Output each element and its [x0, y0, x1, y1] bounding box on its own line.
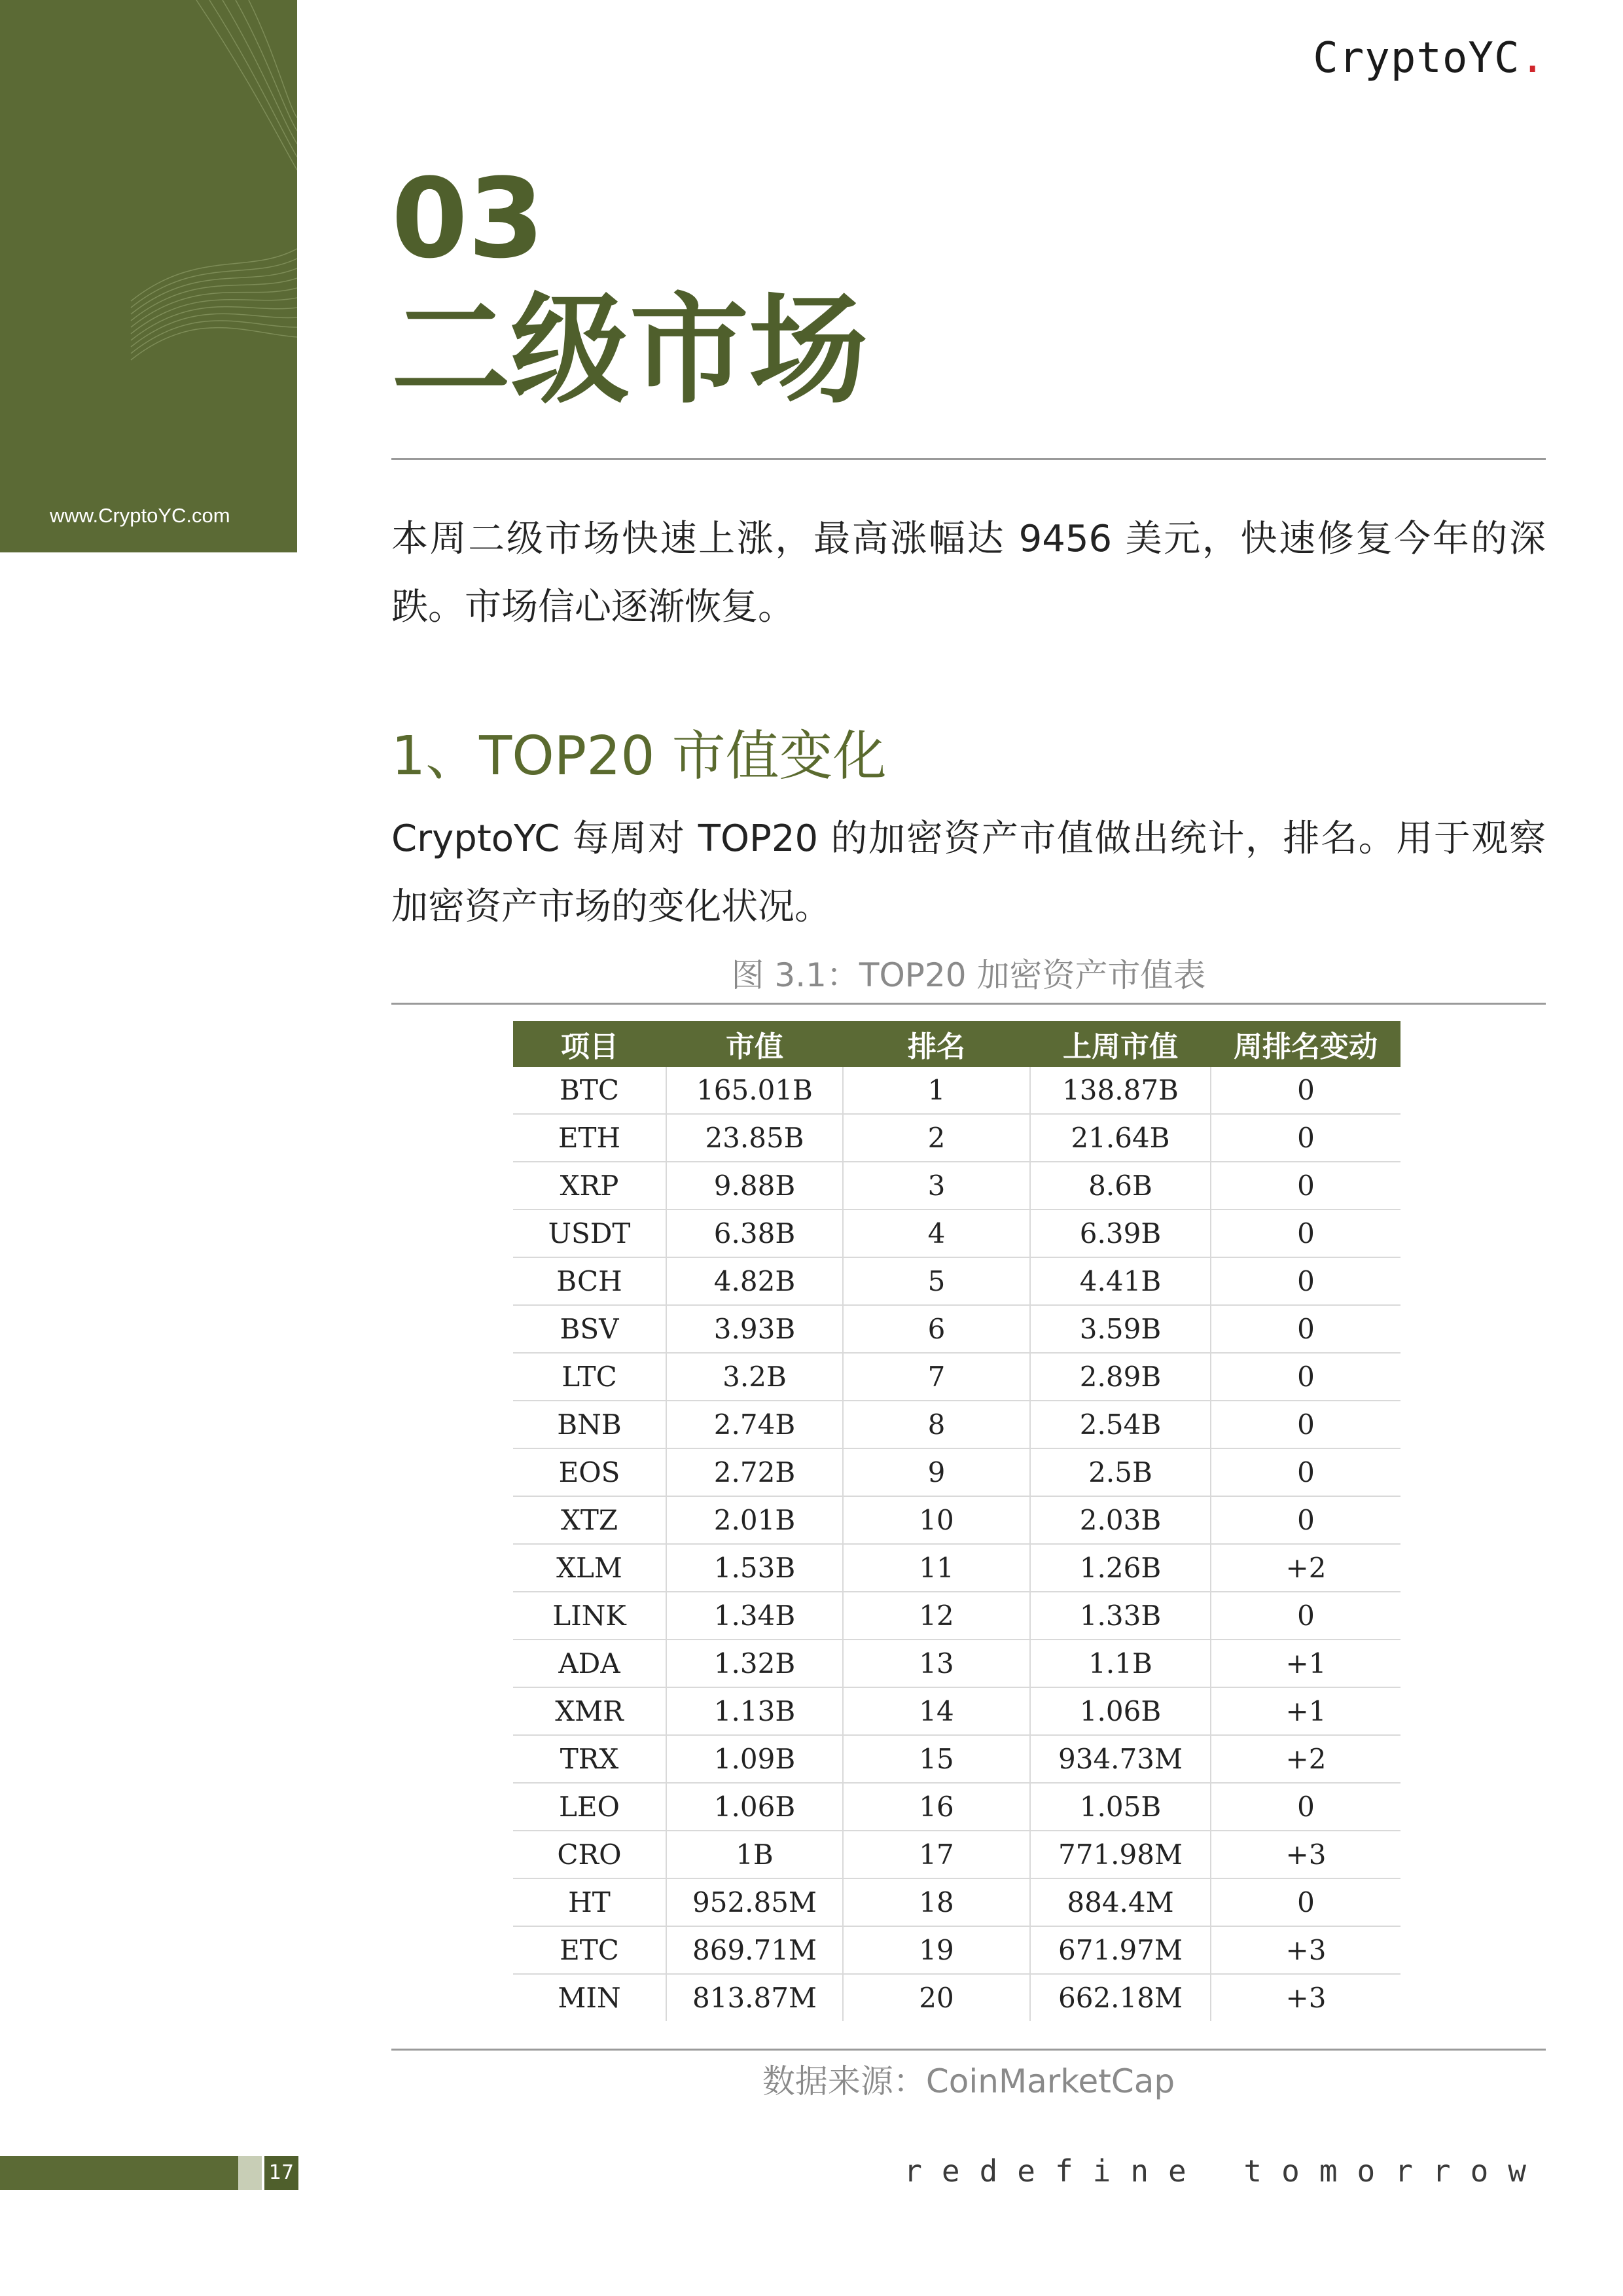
footer-bar: [0, 2156, 238, 2190]
cell-rank-change: 0: [1211, 1353, 1400, 1401]
cell-market-cap: 2.72B: [666, 1448, 843, 1496]
cell-last-week-cap: 2.54B: [1030, 1401, 1211, 1448]
header-market-cap: 市值: [666, 1021, 843, 1067]
cell-last-week-cap: 8.6B: [1030, 1162, 1211, 1210]
intro-paragraph: 本周二级市场快速上涨，最高涨幅达 9456 美元，快速修复今年的深跌。市场信心逐渐恢复。: [391, 518, 1546, 628]
cell-rank-change: +1: [1211, 1687, 1400, 1735]
header-project: 项目: [513, 1021, 666, 1067]
cell-market-cap: 2.01B: [666, 1496, 843, 1544]
cell-project: EOS: [513, 1448, 666, 1496]
section-title: 1、TOP20 市值变化: [391, 725, 887, 787]
cell-last-week-cap: 2.5B: [1030, 1448, 1211, 1496]
cell-market-cap: 1.09B: [666, 1735, 843, 1783]
cell-project: ADA: [513, 1640, 666, 1687]
cell-rank-change: 0: [1211, 1114, 1400, 1162]
cell-last-week-cap: 671.97M: [1030, 1926, 1211, 1974]
cell-rank: 10: [843, 1496, 1030, 1544]
cell-rank-change: 0: [1211, 1067, 1400, 1114]
cell-project: LEO: [513, 1783, 666, 1831]
cell-market-cap: 1.13B: [666, 1687, 843, 1735]
table-row: [513, 1831, 1400, 1878]
chapter-number: 03: [391, 154, 544, 283]
cell-market-cap: 3.93B: [666, 1305, 843, 1353]
table-row: [513, 1257, 1400, 1305]
side-panel: [0, 0, 297, 552]
cell-market-cap: 3.2B: [666, 1353, 843, 1401]
cell-last-week-cap: 6.39B: [1030, 1210, 1211, 1257]
cell-rank: 13: [843, 1640, 1030, 1687]
cell-rank: 19: [843, 1926, 1030, 1974]
cell-last-week-cap: 2.03B: [1030, 1496, 1211, 1544]
cell-project: CRO: [513, 1831, 666, 1878]
cell-rank: 8: [843, 1401, 1030, 1448]
cell-rank-change: 0: [1211, 1401, 1400, 1448]
brand-name: CryptoYC: [1313, 34, 1520, 82]
cell-project: MIN: [558, 1982, 621, 2014]
cell-project: ETC: [513, 1926, 666, 1974]
header-rank: 排名: [843, 1021, 1030, 1067]
cell-market-cap: 952.85M: [666, 1878, 843, 1926]
table-row: [513, 1687, 1400, 1735]
wave-lines-decoration: [0, 0, 297, 552]
cell-project: ETH: [513, 1114, 666, 1162]
cell-project: BNB: [513, 1401, 666, 1448]
brand-dot: .: [1520, 34, 1546, 82]
table-row: [513, 1592, 1400, 1640]
cell-last-week-cap: 1.1B: [1030, 1640, 1211, 1687]
cell-last-week-cap: 1.06B: [1030, 1687, 1211, 1735]
table-row: [513, 1162, 1400, 1210]
cell-rank: 16: [843, 1783, 1030, 1831]
table-row: [513, 1878, 1400, 1926]
cell-rank-change: +2: [1211, 1735, 1400, 1783]
cell-project: XMR: [513, 1687, 666, 1735]
cell-rank: 15: [843, 1735, 1030, 1783]
cell-market-cap: 4.82B: [666, 1257, 843, 1305]
table-row: [513, 1067, 1400, 1114]
cell-last-week-cap: 662.18M: [1030, 1974, 1211, 2021]
table-row: [513, 1353, 1400, 1401]
cell-market-cap: 6.38B: [666, 1210, 843, 1257]
cell-rank-change: +2: [1211, 1544, 1400, 1592]
table-row: [513, 1544, 1400, 1592]
brand-logo: [1313, 34, 1546, 82]
cell-rank: 7: [843, 1353, 1030, 1401]
header-rank-change: 周排名变动: [1211, 1021, 1400, 1067]
cell-rank-change: 0: [1211, 1783, 1400, 1831]
cell-project: XRP: [513, 1162, 666, 1210]
cell-last-week-cap: 771.98M: [1030, 1831, 1211, 1878]
cell-project: HT: [513, 1878, 666, 1926]
table-row: [513, 1926, 1400, 1974]
cell-rank: 17: [843, 1831, 1030, 1878]
cell-project: XLM: [513, 1544, 666, 1592]
website-url: www.CryptoYC.com: [50, 504, 230, 527]
figure-caption: 图 3.1：TOP20 加密资产市值表: [731, 956, 1206, 994]
cell-rank-change: +3: [1211, 1831, 1400, 1878]
table-row: [513, 1783, 1400, 1831]
cell-rank: 20: [843, 1974, 1030, 2021]
cell-rank: 2: [843, 1114, 1030, 1162]
table-bottom-divider: [391, 2049, 1546, 2051]
cell-rank: 1: [843, 1067, 1030, 1114]
cell-rank-change: 0: [1211, 1210, 1400, 1257]
cell-market-cap: 1.06B: [666, 1783, 843, 1831]
cell-project: USDT: [513, 1210, 666, 1257]
cell-rank: 6: [843, 1305, 1030, 1353]
table-row: [513, 1448, 1400, 1496]
table-row: [513, 1210, 1400, 1257]
table-row: [513, 1305, 1400, 1353]
cell-last-week-cap: 1.33B: [1030, 1592, 1211, 1640]
cell-last-week-cap: 21.64B: [1030, 1114, 1211, 1162]
cell-project: XTZ: [513, 1496, 666, 1544]
page-number: 17: [264, 2156, 298, 2190]
data-source: 数据来源：CoinMarketCap: [762, 2062, 1175, 2100]
cell-rank: 9: [843, 1448, 1030, 1496]
cell-last-week-cap: 2.89B: [1030, 1353, 1211, 1401]
cell-market-cap: 1.53B: [666, 1544, 843, 1592]
cell-project: BCH: [513, 1257, 666, 1305]
cell-rank-change: +3: [1211, 1974, 1400, 2021]
cell-last-week-cap: 1.26B: [1030, 1544, 1211, 1592]
cell-market-cap: 23.85B: [666, 1114, 843, 1162]
cell-last-week-cap: 138.87B: [1030, 1067, 1211, 1114]
cell-rank: 4: [843, 1210, 1030, 1257]
table-row: [513, 1496, 1400, 1544]
chapter-title: 二级市场: [391, 281, 868, 420]
table-row: [513, 1640, 1400, 1687]
table-header-row: [513, 1021, 1400, 1067]
cell-rank-change: +3: [1211, 1926, 1400, 1974]
footer-tagline: redefine tomorrow: [904, 2153, 1546, 2189]
cell-rank-change: 0: [1211, 1257, 1400, 1305]
table-body: [513, 1067, 1400, 2021]
cell-rank: 3: [843, 1162, 1030, 1210]
cell-market-cap: 1.34B: [666, 1592, 843, 1640]
cell-last-week-cap: 4.41B: [1030, 1257, 1211, 1305]
header-last-week-cap: 上周市值: [1030, 1021, 1211, 1067]
cell-project: LINK: [513, 1592, 666, 1640]
cell-rank: 12: [843, 1592, 1030, 1640]
cell-market-cap: 1B: [666, 1831, 843, 1878]
table-top-divider: [391, 1003, 1546, 1005]
table-row: [513, 1735, 1400, 1783]
cell-rank: 11: [843, 1544, 1030, 1592]
cell-last-week-cap: 3.59B: [1030, 1305, 1211, 1353]
section-description: CryptoYC 每周对 TOP20 的加密资产市值做出统计，排名。用于观察加密资产市场的变化状况。: [391, 817, 1546, 928]
cell-project: BTC: [513, 1067, 666, 1114]
cell-rank-change: 0: [1211, 1496, 1400, 1544]
cell-market-cap: 9.88B: [666, 1162, 843, 1210]
cell-last-week-cap: 884.4M: [1030, 1878, 1211, 1926]
cell-rank-change: 0: [1211, 1878, 1400, 1926]
cell-rank-change: 0: [1211, 1592, 1400, 1640]
cell-market-cap: 1.32B: [666, 1640, 843, 1687]
table-row: [513, 1974, 1400, 2021]
cell-project: TRX: [513, 1735, 666, 1783]
cell-rank-change: 0: [1211, 1162, 1400, 1210]
cell-market-cap: 869.71M: [666, 1926, 843, 1974]
title-divider: [391, 458, 1546, 460]
cell-rank: 18: [843, 1878, 1030, 1926]
cell-market-cap: 813.87M: [666, 1974, 843, 2021]
table-row: [513, 1401, 1400, 1448]
market-cap-table: [513, 1021, 1400, 2021]
cell-last-week-cap: 1.05B: [1030, 1783, 1211, 1831]
cell-rank-change: 0: [1211, 1448, 1400, 1496]
cell-rank-change: +1: [1211, 1640, 1400, 1687]
cell-market-cap: 165.01B: [666, 1067, 843, 1114]
cell-rank: 14: [843, 1687, 1030, 1735]
cell-project: LTC: [513, 1353, 666, 1401]
cell-rank: 5: [843, 1257, 1030, 1305]
cell-last-week-cap: 934.73M: [1030, 1735, 1211, 1783]
footer-bar-accent: [238, 2156, 262, 2190]
table-row: [513, 1114, 1400, 1162]
cell-project: BSV: [513, 1305, 666, 1353]
cell-rank-change: 0: [1211, 1305, 1400, 1353]
cell-market-cap: 2.74B: [666, 1401, 843, 1448]
